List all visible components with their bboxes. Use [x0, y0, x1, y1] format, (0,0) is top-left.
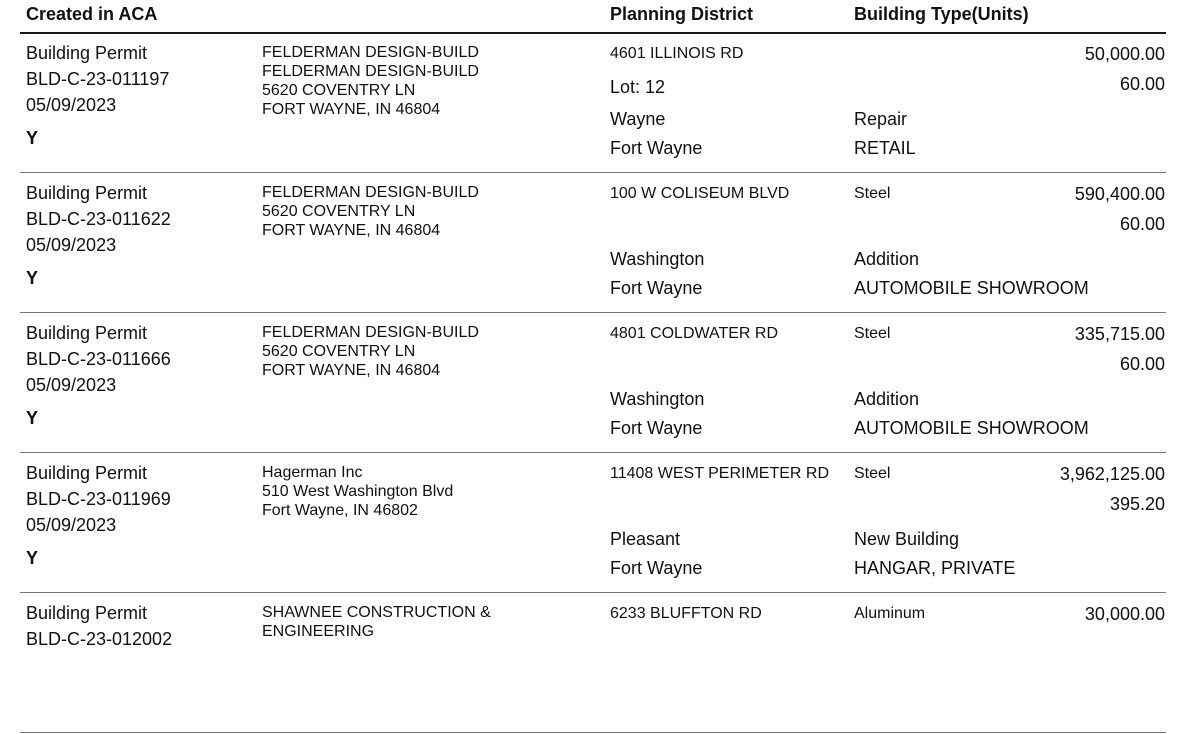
contractor-line: FELDERMAN DESIGN-BUILD [262, 324, 479, 341]
contractor-line: 5620 COVENTRY LN [262, 203, 416, 220]
township: Pleasant [610, 529, 681, 549]
permit-date: 05/09/2023 [26, 515, 117, 535]
permit-number: BLD-C-23-011197 [26, 69, 170, 89]
city: Fort Wayne [610, 418, 703, 438]
building-use: HANGAR, PRIVATE [854, 558, 1016, 578]
permit-type: Building Permit [26, 603, 148, 623]
permit-record-row [0, 174, 1200, 314]
township: Washington [610, 249, 705, 269]
permit-type: Building Permit [26, 323, 148, 343]
lot-number: Lot: 12 [610, 77, 666, 97]
aca-flag: Y [26, 548, 39, 568]
city: Fort Wayne [610, 558, 703, 578]
aca-flag: Y [26, 268, 39, 288]
building-use: AUTOMOBILE SHOWROOM [854, 418, 1089, 438]
permit-date: 05/09/2023 [26, 375, 117, 395]
permit-date: 05/09/2023 [26, 95, 117, 115]
row-divider [20, 312, 1166, 313]
contractor-line: Hagerman Inc [262, 464, 363, 481]
contractor-line: FELDERMAN DESIGN-BUILD [262, 184, 479, 201]
contractor-line: FELDERMAN DESIGN-BUILD [262, 44, 479, 61]
site-address: 4601 ILLINOIS RD [610, 45, 744, 62]
contractor-line: 5620 COVENTRY LN [262, 82, 416, 99]
contractor-line: 510 West Washington Blvd [262, 483, 454, 500]
construction-type: Steel [854, 465, 891, 482]
building-use: AUTOMOBILE SHOWROOM [854, 278, 1089, 298]
permit-record-row [0, 454, 1200, 594]
valuation: 50,000.00 [1084, 44, 1165, 64]
building-use: RETAIL [854, 138, 916, 158]
contractor-line: SHAWNEE CONSTRUCTION & [262, 604, 491, 621]
contractor-block [262, 323, 479, 380]
work-type: Repair [854, 109, 908, 129]
site-address: 4801 COLDWATER RD [610, 325, 779, 342]
contractor-line: FORT WAYNE, IN 46804 [262, 101, 441, 118]
header-building-type-units: Building Type(Units) [854, 4, 1029, 24]
header-planning-district: Planning District [610, 4, 754, 24]
permit-type: Building Permit [26, 463, 148, 483]
header-created-in-aca: Created in ACA [26, 4, 158, 24]
contractor-line: FORT WAYNE, IN 46804 [262, 362, 441, 379]
valuation: 3,962,125.00 [1059, 464, 1165, 484]
permit-record-row [0, 314, 1200, 454]
permit-record-row [0, 594, 1200, 734]
site-address: 100 W COLISEUM BLVD [610, 185, 790, 202]
permit-type: Building Permit [26, 183, 148, 203]
units: 60.00 [1119, 214, 1165, 234]
permit-number: BLD-C-23-011969 [26, 489, 171, 509]
row-divider [20, 452, 1166, 453]
permit-type: Building Permit [26, 43, 148, 63]
permit-number: BLD-C-23-011666 [26, 349, 171, 369]
contractor-block [262, 463, 453, 520]
township: Washington [610, 389, 705, 409]
contractor-block [262, 183, 479, 240]
table-header [0, 0, 1200, 34]
work-type: New Building [854, 529, 960, 549]
contractor-block [262, 43, 479, 119]
work-type: Addition [854, 249, 920, 269]
contractor-block [262, 603, 491, 641]
site-address: 6233 BLUFFTON RD [610, 605, 762, 622]
units: 60.00 [1119, 74, 1165, 94]
contractor-line: 5620 COVENTRY LN [262, 343, 416, 360]
site-address: 11408 WEST PERIMETER RD [610, 465, 830, 482]
row-divider [20, 732, 1166, 733]
aca-flag: Y [26, 128, 39, 148]
city: Fort Wayne [610, 138, 703, 158]
contractor-line: FORT WAYNE, IN 46804 [262, 222, 441, 239]
construction-type: Steel [854, 325, 891, 342]
permit-number: BLD-C-23-012002 [26, 629, 173, 649]
construction-type: Steel [854, 185, 891, 202]
aca-flag: Y [26, 408, 39, 428]
contractor-line: FELDERMAN DESIGN-BUILD [262, 63, 479, 80]
construction-type: Aluminum [854, 605, 926, 622]
units: 395.20 [1109, 494, 1165, 514]
units: 60.00 [1119, 354, 1165, 374]
permit-number: BLD-C-23-011622 [26, 209, 171, 229]
valuation: 590,400.00 [1074, 184, 1165, 204]
contractor-line: ENGINEERING [262, 623, 375, 640]
row-divider [20, 592, 1166, 593]
permit-record-row [0, 34, 1200, 174]
contractor-line: Fort Wayne, IN 46802 [262, 502, 418, 519]
valuation: 30,000.00 [1084, 604, 1165, 624]
work-type: Addition [854, 389, 920, 409]
city: Fort Wayne [610, 278, 703, 298]
row-divider [20, 172, 1166, 173]
permit-date: 05/09/2023 [26, 235, 117, 255]
valuation: 335,715.00 [1074, 324, 1165, 344]
township: Wayne [610, 109, 666, 129]
